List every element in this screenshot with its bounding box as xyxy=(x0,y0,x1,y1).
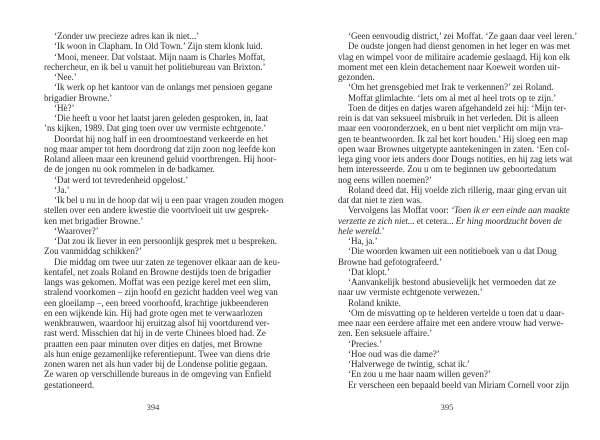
italic-text: hele wereld. xyxy=(338,225,382,236)
text-line: Roland knikte. xyxy=(348,297,401,308)
text-line: naar uw vermiste echtgenote verwezen.’ xyxy=(338,287,483,298)
text-line: stellen over een andere kwestie die voortvloeit uit uw gesprek- xyxy=(44,205,269,216)
text-line: Roland deed dat. Hij voelde zich rillerig, maar ging ervan uit xyxy=(348,184,567,195)
text-line: nog eens willen noemen?’ xyxy=(338,174,433,185)
text-line: gen te beantwoorden. Ik zal het kort houden.’ Hij sloeg een map xyxy=(338,133,568,144)
text-line: zen. Een seksuele affaire.’ xyxy=(338,328,433,339)
text-segment: Vervolgens las Moffat voor: xyxy=(348,205,451,216)
text-line: ‘Dat werd tot tevredenheid opgelost.’ xyxy=(54,174,189,185)
text-line: een gloeilamp –, een breed voorhoofd, krachtige jukbeenderen xyxy=(44,297,269,308)
text-line: Er verscheen een bepaald beeld van Miriam Cornell voor zijn xyxy=(348,379,570,390)
text-line: ‘Hè?’ xyxy=(54,102,75,113)
text-line: Toen de ditjes en datjes waren afgehandeld zei hij: ‘Mijn ter- xyxy=(348,102,567,113)
text-line: ‘Ja.’ xyxy=(54,184,70,195)
text-line: Zou vanmiddag schikken?’ xyxy=(44,246,142,257)
text-line: de de jongen nu ook rommelen in de badkamer. xyxy=(44,164,215,175)
text-line: ‘Zonder uw precieze adres kan ik niet...’ xyxy=(54,31,200,41)
text-line: ‘Ik werk op het kantoor van de onlangs met pensioen gegane xyxy=(54,82,273,93)
text-line: Ze waren op verschillende bureaus in de omgeving van Enfield xyxy=(44,369,272,380)
text-line: mee naar een eerdere affaire met een andere vrouw had verwe- xyxy=(338,318,564,328)
text-line: ‘Waarover?’ xyxy=(54,225,99,236)
text-line: nog maar amper tot hem doordrong dat zijn zoon nog leefde kon xyxy=(44,143,276,154)
left-page-text xyxy=(44,31,284,390)
text-line: ken met brigadier Browne.’ xyxy=(44,215,144,226)
page-number-right: 395 xyxy=(440,402,454,412)
text-line: hem interesseerde. Zou u om te beginnen uw geboortedatum xyxy=(338,164,556,175)
text-line: ‘Geen eenvoudig district,’ zei Moffat. ‘Ze gaan daar veel leren.’ xyxy=(348,31,578,41)
text-line: ‘Ik woon in Clapham. In Old Town.’ Zijn stem klonk luid. xyxy=(54,41,263,52)
text-line: vlag en wimpel voor de militaire academie geslaagd. Hij kon elk xyxy=(338,51,570,62)
text-line: kentafel, net zoals Roland en Browne destijds toen de brigadier xyxy=(44,266,272,277)
text-line xyxy=(338,215,562,226)
text-line: brigadier Browne.’ xyxy=(44,92,113,103)
italic-text: ‘Toen ik er een einde aan maakte xyxy=(451,205,570,216)
text-line: ’ns kijken, 1989. Dat ging toen over uw vermiste echtgenote.’ xyxy=(44,123,267,134)
text-line: Roland alleen maar een kreunend geluid voortbrengen. Hij hoor- xyxy=(44,154,277,164)
text-line: Browne had gefotografeerd.’ xyxy=(338,256,442,267)
text-line: ‘Die woorden kwamen uit een notitieboek van u dat Doug xyxy=(348,246,557,257)
text-line: zonen waren net als hun vader bij de Londense politie gegaan. xyxy=(44,359,268,369)
text-line: Doordat hij nog half in een droomtoestand verkeerde en het xyxy=(54,133,269,144)
text-line: rast werd. Misschien dat hij in de verte Chinees bloed had. Ze xyxy=(44,328,266,339)
text-line: ‘Die heeft u voor het laatst jaren geleden gesproken, in, laat xyxy=(54,113,269,123)
text-line: gezonden. xyxy=(338,72,375,82)
text-line: rechercheur, en ik bel u vanuit het politiebureau van Brixton.’ xyxy=(44,61,266,72)
text-line: ‘Precies.’ xyxy=(348,338,383,349)
text-line: wenkbrauwen, waardoor hij eruitzag alsof hij voortdurend ver- xyxy=(44,318,270,328)
text-line: ‘Nee.’ xyxy=(54,72,77,82)
text-line: ‘Dat klopt.’ xyxy=(348,266,390,277)
text-line: ‘Aanvankelijk bestond abusievelijk het vermoeden dat ze xyxy=(348,277,556,287)
right-page-text xyxy=(338,31,578,390)
italic-text: verzette ze zich niet... xyxy=(338,215,415,226)
text-line: ‘Hoe oud was die dame?’ xyxy=(348,348,440,359)
text-line: stralend voorkomen – zijn hoofd en gezicht hadden veel weg van xyxy=(44,287,278,298)
page-number-left: 394 xyxy=(146,402,160,412)
text-line: moment met een klein detachement naar Koeweit worden uit- xyxy=(338,61,560,72)
right-page xyxy=(300,0,600,440)
text-line: Die middag om twee uur zaten ze tegenover elkaar aan de keu- xyxy=(54,256,281,267)
text-line: praatten een paar minuten over ditjes en datjes, met Browne xyxy=(44,338,262,349)
text-line: ‘Mooi, meneer. Dat volstaat. Mijn naam is Charles Moffat, xyxy=(54,51,266,62)
text-segment: et cetera... xyxy=(414,215,456,226)
italic-text: Er hing moordzucht boven de xyxy=(455,215,562,226)
text-line: dat dat niet te zien was. xyxy=(338,195,423,205)
text-line: ‘Ik bel u nu in de hoop dat wij u een paar vragen zouden mogen xyxy=(54,195,284,205)
text-line xyxy=(338,205,570,216)
text-line: ‘Om het grensgebied met Irak te verkennen?’ zei Roland. xyxy=(348,82,554,93)
text-line: ‘En zou u me haar naam willen geven?’ xyxy=(348,369,491,380)
text-line: als hun enige gezamenlijke referentiepunt. Twee van diens drie xyxy=(44,348,271,359)
text-line xyxy=(338,226,556,236)
text-segment: ’ xyxy=(381,225,385,236)
text-line: rein is dat van seksueel misbruik in het verleden. Dit is alleen xyxy=(338,113,559,123)
text-line: maar een vooronderzoek, en u bent niet verplicht om mijn vra- xyxy=(338,123,563,134)
text-line: De oudste jongen had dienst genomen in het leger en was met xyxy=(348,41,571,52)
text-line: open waar Brownes uitgetypte aantekeningen in zaten. ‘Een col- xyxy=(338,143,570,154)
text-line: ‘Om de misvatting op te helderen vertelde u toen dat u daar- xyxy=(348,307,565,318)
text-line: ‘Dat zou ik liever in een persoonlijk gesprek met u bespreken. xyxy=(54,236,277,246)
text-line: Moffat glimlachte. ‘Iets om al met al heel trots op te zijn.’ xyxy=(348,92,557,103)
text-line: ‘Halverwege de twintig, schat ik.’ xyxy=(348,359,471,369)
text-line: ‘Ha, ja.’ xyxy=(348,236,378,246)
text-line: lega ging voor iets anders door Dougs notities, en hij zag iets wat xyxy=(338,154,573,164)
text-line: gestationeerd. xyxy=(44,379,95,390)
text-line: en een wijkende kin. Hij had grote ogen met te verwaarlozen xyxy=(44,307,263,318)
text-line: langs was gekomen. Moffat was een pezige kerel met een slim, xyxy=(44,277,271,287)
